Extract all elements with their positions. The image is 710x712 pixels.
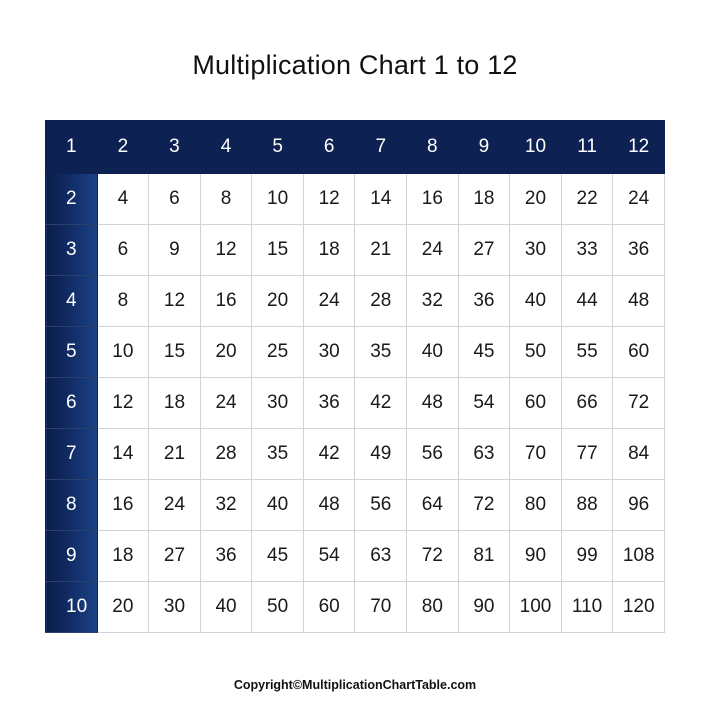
- cell: 70: [510, 429, 562, 480]
- cell: 49: [355, 429, 407, 480]
- cell: 36: [458, 276, 510, 327]
- row-header-10: 10: [46, 582, 98, 633]
- cell: 24: [613, 174, 665, 225]
- cell: 32: [200, 480, 252, 531]
- cell: 15: [252, 225, 304, 276]
- cell: 100: [510, 582, 562, 633]
- cell: 80: [407, 582, 459, 633]
- cell: 18: [149, 378, 201, 429]
- cell: 55: [561, 327, 613, 378]
- cell: 24: [149, 480, 201, 531]
- cell: 30: [303, 327, 355, 378]
- header-cell-1: 1: [46, 121, 98, 174]
- copyright-notice: Copyright©MultiplicationChartTable.com: [233, 678, 477, 692]
- cell: 27: [458, 225, 510, 276]
- header-cell-3: 3: [149, 121, 201, 174]
- cell: 50: [510, 327, 562, 378]
- cell: 54: [458, 378, 510, 429]
- cell: 33: [561, 225, 613, 276]
- cell: 63: [458, 429, 510, 480]
- cell: 54: [303, 531, 355, 582]
- chart-container: [45, 120, 665, 633]
- table-header-row: [46, 121, 665, 174]
- cell: 72: [407, 531, 459, 582]
- cell: 66: [561, 378, 613, 429]
- cell: 10: [252, 174, 304, 225]
- cell: 40: [252, 480, 304, 531]
- cell: 20: [252, 276, 304, 327]
- cell: 96: [613, 480, 665, 531]
- table-row: [46, 276, 665, 327]
- cell: 44: [561, 276, 613, 327]
- cell: 72: [613, 378, 665, 429]
- cell: 18: [303, 225, 355, 276]
- cell: 6: [97, 225, 149, 276]
- cell: 42: [355, 378, 407, 429]
- cell: 30: [510, 225, 562, 276]
- cell: 8: [97, 276, 149, 327]
- cell: 25: [252, 327, 304, 378]
- cell: 10: [97, 327, 149, 378]
- cell: 14: [97, 429, 149, 480]
- row-header-4: 4: [46, 276, 98, 327]
- cell: 24: [200, 378, 252, 429]
- cell: 84: [613, 429, 665, 480]
- cell: 12: [303, 174, 355, 225]
- cell: 45: [458, 327, 510, 378]
- cell: 22: [561, 174, 613, 225]
- header-cell-2: 2: [97, 121, 149, 174]
- header-cell-7: 7: [355, 121, 407, 174]
- cell: 21: [355, 225, 407, 276]
- table-row: [46, 327, 665, 378]
- row-header-9: 9: [46, 531, 98, 582]
- header-cell-6: 6: [303, 121, 355, 174]
- cell: 16: [97, 480, 149, 531]
- cell: 20: [510, 174, 562, 225]
- cell: 36: [200, 531, 252, 582]
- row-header-2: 2: [46, 174, 98, 225]
- cell: 40: [407, 327, 459, 378]
- header-cell-9: 9: [458, 121, 510, 174]
- cell: 35: [252, 429, 304, 480]
- header-cell-12: 12: [613, 121, 665, 174]
- cell: 40: [510, 276, 562, 327]
- cell: 30: [149, 582, 201, 633]
- cell: 6: [149, 174, 201, 225]
- cell: 27: [149, 531, 201, 582]
- table-row: [46, 225, 665, 276]
- table-row: [46, 582, 665, 633]
- header-cell-4: 4: [200, 121, 252, 174]
- header-cell-10: 10: [510, 121, 562, 174]
- cell: 60: [613, 327, 665, 378]
- cell: 8: [200, 174, 252, 225]
- cell: 36: [613, 225, 665, 276]
- cell: 12: [149, 276, 201, 327]
- cell: 77: [561, 429, 613, 480]
- cell: 40: [200, 582, 252, 633]
- cell: 48: [613, 276, 665, 327]
- header-cell-5: 5: [252, 121, 304, 174]
- row-header-8: 8: [46, 480, 98, 531]
- header-cell-11: 11: [561, 121, 613, 174]
- cell: 35: [355, 327, 407, 378]
- cell: 90: [458, 582, 510, 633]
- cell: 45: [252, 531, 304, 582]
- cell: 108: [613, 531, 665, 582]
- cell: 16: [200, 276, 252, 327]
- cell: 72: [458, 480, 510, 531]
- table-row: [46, 531, 665, 582]
- cell: 15: [149, 327, 201, 378]
- cell: 9: [149, 225, 201, 276]
- table-row: [46, 429, 665, 480]
- cell: 12: [200, 225, 252, 276]
- row-header-3: 3: [46, 225, 98, 276]
- cell: 28: [200, 429, 252, 480]
- cell: 120: [613, 582, 665, 633]
- header-cell-8: 8: [407, 121, 459, 174]
- cell: 14: [355, 174, 407, 225]
- cell: 60: [510, 378, 562, 429]
- cell: 56: [355, 480, 407, 531]
- cell: 28: [355, 276, 407, 327]
- cell: 32: [407, 276, 459, 327]
- cell: 24: [303, 276, 355, 327]
- cell: 20: [200, 327, 252, 378]
- row-header-7: 7: [46, 429, 98, 480]
- table-row: [46, 378, 665, 429]
- cell: 12: [97, 378, 149, 429]
- cell: 48: [407, 378, 459, 429]
- cell: 99: [561, 531, 613, 582]
- cell: 56: [407, 429, 459, 480]
- cell: 20: [97, 582, 149, 633]
- cell: 18: [458, 174, 510, 225]
- cell: 16: [407, 174, 459, 225]
- page-title: Multiplication Chart 1 to 12: [192, 50, 518, 80]
- cell: 88: [561, 480, 613, 531]
- cell: 60: [303, 582, 355, 633]
- cell: 70: [355, 582, 407, 633]
- table-row: [46, 480, 665, 531]
- cell: 110: [561, 582, 613, 633]
- cell: 63: [355, 531, 407, 582]
- cell: 90: [510, 531, 562, 582]
- cell: 50: [252, 582, 304, 633]
- row-header-6: 6: [46, 378, 98, 429]
- cell: 24: [407, 225, 459, 276]
- cell: 4: [97, 174, 149, 225]
- cell: 36: [303, 378, 355, 429]
- cell: 21: [149, 429, 201, 480]
- cell: 30: [252, 378, 304, 429]
- cell: 42: [303, 429, 355, 480]
- multiplication-table: [45, 120, 665, 633]
- cell: 81: [458, 531, 510, 582]
- cell: 18: [97, 531, 149, 582]
- cell: 80: [510, 480, 562, 531]
- table-row: [46, 174, 665, 225]
- row-header-5: 5: [46, 327, 98, 378]
- cell: 48: [303, 480, 355, 531]
- cell: 64: [407, 480, 459, 531]
